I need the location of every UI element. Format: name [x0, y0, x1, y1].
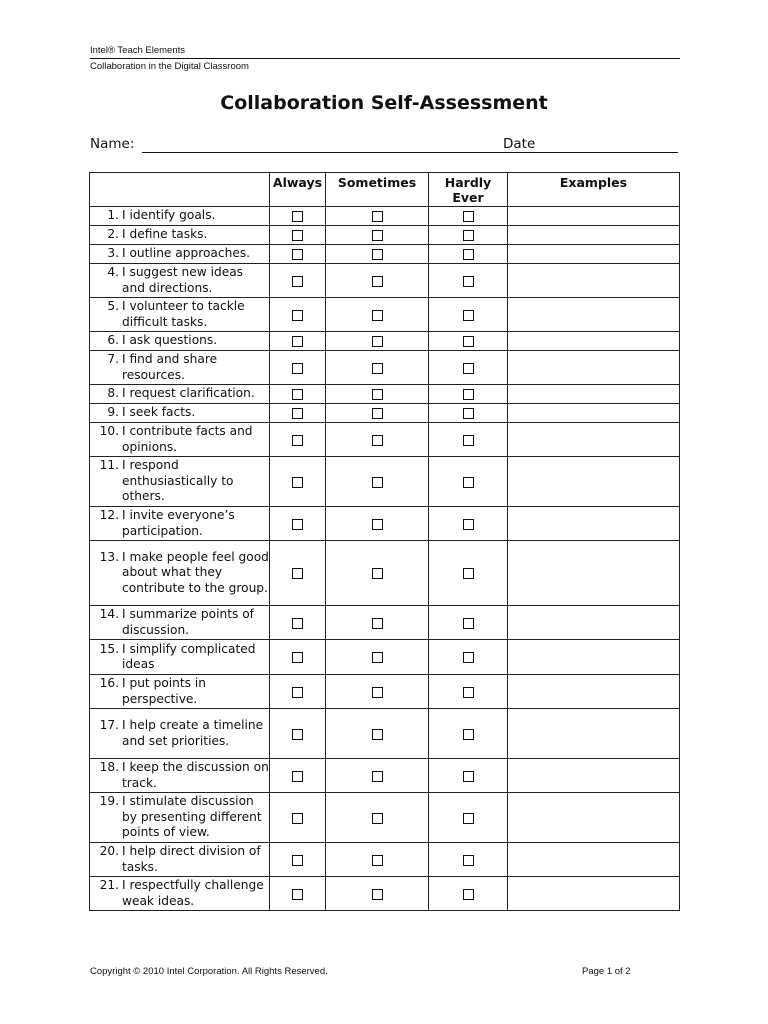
cell-sometimes — [326, 640, 429, 675]
checkbox-always[interactable] — [292, 519, 303, 530]
examples-cell[interactable] — [508, 264, 680, 298]
item-number: 3. — [107, 246, 119, 261]
examples-cell[interactable] — [508, 332, 680, 351]
table-header-row — [90, 173, 680, 207]
examples-cell[interactable] — [508, 675, 680, 709]
item-number: 9. — [107, 405, 119, 420]
checkbox-hardly-ever[interactable] — [463, 336, 474, 347]
cell-sometimes — [326, 351, 429, 385]
page-title: Collaboration Self-Assessment — [220, 92, 548, 114]
cell-sometimes — [326, 385, 429, 404]
item-cell — [90, 298, 270, 332]
item-cell — [90, 606, 270, 640]
checkbox-sometimes[interactable] — [372, 408, 383, 419]
item-cell — [90, 507, 270, 541]
item-text — [90, 352, 269, 383]
item-cell — [90, 457, 270, 507]
table-row — [90, 226, 680, 245]
item-number: 15. — [99, 641, 119, 656]
table-row — [90, 332, 680, 351]
item-cell — [90, 675, 270, 709]
item-number: 1. — [107, 208, 119, 223]
item-label: I keep the discussion on track. — [122, 760, 269, 790]
table-row — [90, 793, 680, 843]
item-number: 6. — [107, 333, 119, 348]
checkbox-sometimes[interactable] — [372, 389, 383, 400]
cell-always — [270, 759, 326, 793]
assessment-table — [89, 172, 680, 911]
examples-cell[interactable] — [508, 457, 680, 507]
item-text — [90, 246, 269, 262]
checkbox-hardly-ever[interactable] — [463, 687, 474, 698]
item-cell — [90, 245, 270, 264]
cell-hardly-ever — [429, 640, 508, 675]
checkbox-always[interactable] — [292, 336, 303, 347]
checkbox-hardly-ever[interactable] — [463, 230, 474, 241]
header-course: Collaboration in the Digital Classroom — [90, 61, 249, 72]
cell-hardly-ever — [429, 385, 508, 404]
checkbox-hardly-ever[interactable] — [463, 435, 474, 446]
item-number: 12. — [99, 508, 119, 522]
item-cell — [90, 759, 270, 793]
cell-sometimes — [326, 793, 429, 843]
examples-cell[interactable] — [508, 385, 680, 404]
table-row — [90, 351, 680, 385]
item-cell — [90, 264, 270, 298]
item-cell — [90, 877, 270, 911]
checkbox-hardly-ever[interactable] — [463, 211, 474, 222]
item-label: I contribute facts and opinions. — [122, 424, 253, 454]
checkbox-sometimes[interactable] — [372, 889, 383, 900]
item-text — [90, 265, 269, 296]
date-label: Date — [503, 136, 536, 152]
item-cell — [90, 332, 270, 351]
table-row — [90, 507, 680, 541]
item-text — [90, 760, 269, 791]
item-cell — [90, 404, 270, 423]
cell-hardly-ever — [429, 709, 508, 759]
item-text — [90, 607, 269, 638]
checkbox-always[interactable] — [292, 477, 303, 488]
checkbox-hardly-ever[interactable] — [463, 249, 474, 260]
checkbox-always[interactable] — [292, 729, 303, 740]
item-label: I invite everyone’s participation. — [122, 508, 235, 538]
item-cell — [90, 423, 270, 457]
cell-always — [270, 385, 326, 404]
examples-cell[interactable] — [508, 759, 680, 793]
cell-always — [270, 793, 326, 843]
checkbox-sometimes[interactable] — [372, 568, 383, 579]
cell-sometimes — [326, 606, 429, 640]
checkbox-sometimes[interactable] — [372, 729, 383, 740]
cell-hardly-ever — [429, 843, 508, 877]
cell-always — [270, 843, 326, 877]
table-row — [90, 245, 680, 264]
cell-always — [270, 226, 326, 245]
item-label: I put points in perspective. — [122, 676, 206, 706]
checkbox-sometimes[interactable] — [372, 855, 383, 866]
checkbox-always[interactable] — [292, 211, 303, 222]
checkbox-always[interactable] — [292, 771, 303, 782]
cell-hardly-ever — [429, 207, 508, 226]
item-label: I suggest new ideas and directions. — [122, 265, 244, 295]
cell-always — [270, 298, 326, 332]
cell-hardly-ever — [429, 332, 508, 351]
item-text — [90, 458, 269, 505]
cell-always — [270, 507, 326, 541]
examples-cell[interactable] — [508, 423, 680, 457]
header-cell-sometimes: Sometimes — [326, 173, 429, 207]
checkbox-always[interactable] — [292, 408, 303, 419]
checkbox-sometimes[interactable] — [372, 363, 383, 374]
date-field[interactable] — [540, 152, 678, 153]
cell-sometimes — [326, 298, 429, 332]
table-row — [90, 709, 680, 759]
cell-hardly-ever — [429, 298, 508, 332]
cell-hardly-ever — [429, 606, 508, 640]
item-number: 11. — [99, 458, 119, 473]
checkbox-sometimes[interactable] — [372, 230, 383, 241]
checkbox-hardly-ever[interactable] — [463, 310, 474, 321]
checkbox-always[interactable] — [292, 249, 303, 260]
cell-sometimes — [326, 541, 429, 606]
checkbox-always[interactable] — [292, 687, 303, 698]
item-label: I respectfully challenge weak ideas. — [122, 878, 264, 908]
cell-sometimes — [326, 843, 429, 877]
table-row — [90, 640, 680, 675]
item-number: 19. — [99, 794, 119, 809]
checkbox-always[interactable] — [292, 435, 303, 446]
item-cell — [90, 709, 270, 759]
cell-hardly-ever — [429, 423, 508, 457]
checkbox-sometimes[interactable] — [372, 310, 383, 321]
checkbox-always[interactable] — [292, 855, 303, 866]
cell-always — [270, 332, 326, 351]
item-number: 17. — [99, 718, 119, 732]
cell-hardly-ever — [429, 264, 508, 298]
cell-hardly-ever — [429, 877, 508, 911]
item-text — [90, 227, 269, 243]
cell-hardly-ever — [429, 226, 508, 245]
cell-sometimes — [326, 264, 429, 298]
item-label: I outline approaches. — [122, 246, 251, 261]
item-label: I simplify complicated ideas — [122, 641, 256, 671]
item-label: I summarize points of discussion. — [122, 607, 254, 637]
cell-always — [270, 709, 326, 759]
checkbox-hardly-ever[interactable] — [463, 889, 474, 900]
checkbox-hardly-ever[interactable] — [463, 389, 474, 400]
cell-sometimes — [326, 759, 429, 793]
checkbox-sometimes[interactable] — [372, 276, 383, 287]
checkbox-hardly-ever[interactable] — [463, 568, 474, 579]
item-text — [90, 208, 269, 224]
item-text — [90, 299, 269, 330]
cell-hardly-ever — [429, 351, 508, 385]
header-program: Intel® Teach Elements — [90, 44, 680, 59]
item-text — [90, 676, 269, 707]
cell-sometimes — [326, 423, 429, 457]
cell-hardly-ever — [429, 675, 508, 709]
checkbox-always[interactable] — [292, 652, 303, 663]
table-row — [90, 298, 680, 332]
examples-cell[interactable] — [508, 404, 680, 423]
item-label: I request clarification. — [122, 386, 255, 401]
item-label: I find and share resources. — [122, 352, 218, 382]
cell-always — [270, 675, 326, 709]
cell-sometimes — [326, 207, 429, 226]
table-row — [90, 541, 680, 606]
table-row — [90, 207, 680, 226]
copyright-footer: Copyright © 2010 Intel Corporation. All Rights Reserved. — [90, 966, 328, 977]
checkbox-always[interactable] — [292, 276, 303, 287]
examples-cell[interactable] — [508, 877, 680, 911]
header-cell-hardly-ever — [429, 173, 508, 207]
item-cell — [90, 226, 270, 245]
item-number: 2. — [107, 227, 119, 242]
table-row — [90, 457, 680, 507]
examples-cell[interactable] — [508, 245, 680, 264]
examples-cell[interactable] — [508, 793, 680, 843]
cell-hardly-ever — [429, 404, 508, 423]
item-number: 7. — [107, 352, 119, 366]
item-cell — [90, 207, 270, 226]
item-label: I help direct division of tasks. — [122, 844, 261, 874]
item-number: 16. — [99, 676, 119, 690]
item-number: 5. — [107, 299, 119, 313]
checkbox-hardly-ever[interactable] — [463, 855, 474, 866]
cell-sometimes — [326, 226, 429, 245]
checkbox-sometimes[interactable] — [372, 813, 383, 824]
table-row — [90, 843, 680, 877]
checkbox-sometimes[interactable] — [372, 336, 383, 347]
item-text — [90, 794, 269, 841]
checkbox-hardly-ever[interactable] — [463, 363, 474, 374]
item-number: 13. — [99, 549, 119, 564]
checkbox-always[interactable] — [292, 568, 303, 579]
cell-sometimes — [326, 507, 429, 541]
checkbox-sometimes[interactable] — [372, 618, 383, 629]
cell-always — [270, 207, 326, 226]
cell-sometimes — [326, 332, 429, 351]
examples-cell[interactable] — [508, 226, 680, 245]
item-label: I respond enthusiastically to others. — [122, 458, 234, 504]
examples-cell[interactable] — [508, 298, 680, 332]
checkbox-sometimes[interactable] — [372, 519, 383, 530]
item-number: 10. — [99, 424, 119, 438]
item-text — [90, 405, 269, 421]
cell-always — [270, 877, 326, 911]
document-header — [90, 44, 680, 73]
name-field[interactable] — [142, 152, 576, 153]
item-label: I seek facts. — [122, 405, 196, 420]
checkbox-hardly-ever[interactable] — [463, 652, 474, 663]
table-row — [90, 877, 680, 911]
cell-hardly-ever — [429, 245, 508, 264]
item-text — [90, 878, 269, 909]
item-text — [90, 718, 269, 749]
examples-cell[interactable] — [508, 640, 680, 675]
header-cell-item — [90, 173, 270, 207]
cell-always — [270, 351, 326, 385]
checkbox-sometimes[interactable] — [372, 687, 383, 698]
cell-hardly-ever — [429, 507, 508, 541]
cell-always — [270, 606, 326, 640]
header-cell-examples: Examples — [508, 173, 680, 207]
item-cell — [90, 640, 270, 675]
checkbox-sometimes[interactable] — [372, 771, 383, 782]
checkbox-sometimes[interactable] — [372, 652, 383, 663]
examples-cell[interactable] — [508, 843, 680, 877]
hardly-ever-label: Hardly Ever — [444, 175, 492, 205]
examples-cell[interactable] — [508, 351, 680, 385]
cell-sometimes — [326, 709, 429, 759]
checkbox-always[interactable] — [292, 310, 303, 321]
name-label: Name: — [90, 136, 135, 152]
item-number: 8. — [107, 386, 119, 401]
examples-cell[interactable] — [508, 207, 680, 226]
item-label: I stimulate discussion by presenting different points of view. — [122, 794, 262, 840]
cell-always — [270, 404, 326, 423]
checkbox-hardly-ever[interactable] — [463, 408, 474, 419]
table-row — [90, 404, 680, 423]
item-text — [90, 844, 269, 875]
page-number: Page 1 of 2 — [582, 966, 631, 977]
cell-sometimes — [326, 404, 429, 423]
table-row — [90, 759, 680, 793]
examples-cell[interactable] — [508, 606, 680, 640]
examples-cell[interactable] — [508, 541, 680, 606]
table-row — [90, 423, 680, 457]
checkbox-hardly-ever[interactable] — [463, 729, 474, 740]
item-text — [90, 386, 269, 402]
checkbox-hardly-ever[interactable] — [463, 477, 474, 488]
table-row — [90, 675, 680, 709]
checkbox-always[interactable] — [292, 889, 303, 900]
cell-sometimes — [326, 877, 429, 911]
cell-always — [270, 457, 326, 507]
checkbox-always[interactable] — [292, 230, 303, 241]
checkbox-sometimes[interactable] — [372, 249, 383, 260]
item-cell — [90, 541, 270, 606]
examples-cell[interactable] — [508, 709, 680, 759]
checkbox-always[interactable] — [292, 363, 303, 374]
cell-hardly-ever — [429, 759, 508, 793]
item-number: 18. — [99, 760, 119, 774]
checkbox-hardly-ever[interactable] — [463, 519, 474, 530]
checkbox-hardly-ever[interactable] — [463, 813, 474, 824]
cell-hardly-ever — [429, 793, 508, 843]
examples-cell[interactable] — [508, 507, 680, 541]
checkbox-sometimes[interactable] — [372, 477, 383, 488]
item-cell — [90, 351, 270, 385]
item-text — [90, 424, 269, 455]
item-number: 4. — [107, 265, 119, 279]
item-number: 21. — [99, 878, 119, 892]
cell-always — [270, 264, 326, 298]
item-text — [90, 642, 269, 673]
cell-sometimes — [326, 245, 429, 264]
table-row — [90, 385, 680, 404]
table-row — [90, 264, 680, 298]
item-text — [90, 508, 269, 539]
item-label: I make people feel good about what they contribute to the group. — [122, 549, 269, 595]
checkbox-sometimes[interactable] — [372, 211, 383, 222]
item-label: I identify goals. — [122, 208, 216, 223]
cell-always — [270, 423, 326, 457]
cell-always — [270, 541, 326, 606]
cell-sometimes — [326, 675, 429, 709]
item-label: I ask questions. — [122, 333, 218, 348]
checkbox-sometimes[interactable] — [372, 435, 383, 446]
cell-always — [270, 245, 326, 264]
item-cell — [90, 385, 270, 404]
checkbox-always[interactable] — [292, 389, 303, 400]
item-label: I volunteer to tackle difficult tasks. — [122, 299, 245, 329]
name-date-row — [90, 136, 680, 156]
item-number: 14. — [99, 607, 119, 621]
checkbox-hardly-ever[interactable] — [463, 276, 474, 287]
cell-hardly-ever — [429, 541, 508, 606]
checkbox-hardly-ever[interactable] — [463, 771, 474, 782]
item-label: I help create a timeline and set priorities. — [122, 718, 264, 748]
item-text — [90, 333, 269, 349]
header-cell-always: Always — [270, 173, 326, 207]
cell-hardly-ever — [429, 457, 508, 507]
checkbox-always[interactable] — [292, 813, 303, 824]
cell-sometimes — [326, 457, 429, 507]
table-row — [90, 606, 680, 640]
item-label: I define tasks. — [122, 227, 208, 242]
item-cell — [90, 843, 270, 877]
item-number: 20. — [99, 844, 119, 858]
checkbox-always[interactable] — [292, 618, 303, 629]
checkbox-hardly-ever[interactable] — [463, 618, 474, 629]
item-text — [90, 550, 269, 597]
cell-always — [270, 640, 326, 675]
item-cell — [90, 793, 270, 843]
